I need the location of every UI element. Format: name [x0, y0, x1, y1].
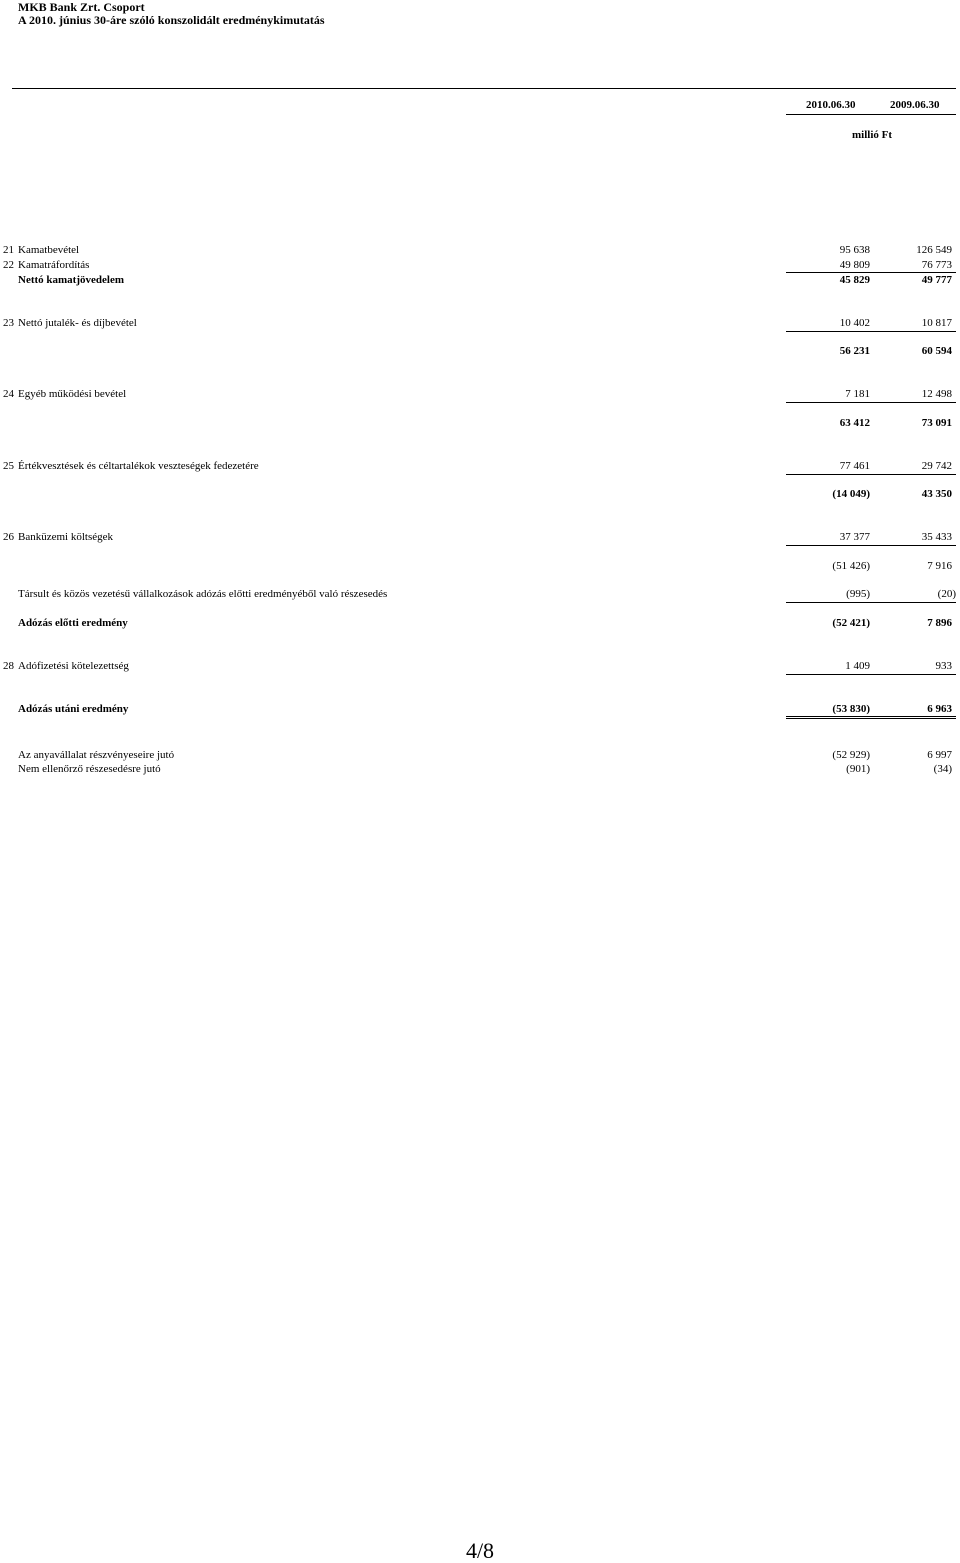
value-2009: 35 433: [921, 531, 952, 543]
column-header-2010: 2010.06.30: [806, 99, 856, 111]
subtotal-rule: [786, 272, 956, 273]
subtotal-2009: 60 594: [921, 345, 952, 357]
company-name: MKB Bank Zrt. Csoport: [18, 0, 145, 14]
subtotal-2010: (51 426): [832, 560, 870, 572]
subtotal-rule: [786, 602, 956, 603]
value-2010: 10 402: [839, 317, 870, 329]
row-number: 23: [3, 317, 14, 329]
value-2010: 1 409: [845, 660, 870, 672]
value-2009: 6 997: [927, 749, 952, 761]
value-2009: (20): [937, 588, 956, 600]
row-label-kamatbevetel: Kamatbevétel: [18, 244, 80, 256]
row-label-nem-ellenorzo: Nem ellenőrző részesedésre jutó: [18, 763, 161, 775]
value-2009: 126 549: [916, 244, 952, 256]
value-2010: (52 929): [832, 749, 870, 761]
row-number: 22: [3, 259, 14, 271]
value-2009: 12 498: [921, 388, 952, 400]
header-rule: [12, 88, 956, 89]
value-2010: 45 829: [839, 274, 870, 286]
row-label-anyavallalat: Az anyavállalat részvényeseire jutó: [18, 749, 175, 761]
subtotal-2009: 43 350: [921, 488, 952, 500]
subtotal-2009: 7 916: [927, 560, 952, 572]
value-2010: 77 461: [839, 460, 870, 472]
subtotal-rule: [786, 402, 956, 403]
column-header-rule: [786, 114, 956, 115]
value-2009: 76 773: [921, 259, 952, 271]
value-2010: 49 809: [839, 259, 870, 271]
row-label-tarsult-vallalkozasok: Társult és közös vezetésű vállalkozások adózás előtti eredményéből való részesedés: [18, 588, 388, 600]
row-number: 24: [3, 388, 14, 400]
row-label-jutalek: Nettó jutalék- és díjbevétel: [18, 317, 137, 329]
row-label-netto-kamatjovedelem: Nettó kamatjövedelem: [18, 274, 124, 286]
value-2010: (995): [846, 588, 870, 600]
value-2010: (901): [846, 763, 870, 775]
row-label-adozas-elotti-eredmeny: Adózás előtti eredmény: [18, 617, 128, 629]
row-number: 21: [3, 244, 14, 256]
value-2010: (52 421): [832, 617, 870, 629]
row-number: 26: [3, 531, 14, 543]
value-2009: 7 896: [927, 617, 952, 629]
unit-label: millió Ft: [852, 129, 893, 141]
column-header-2009: 2009.06.30: [890, 99, 940, 111]
subtotal-rule: [786, 545, 956, 546]
subtotal-rule: [786, 474, 956, 475]
value-2009: 10 817: [921, 317, 952, 329]
value-2010: (53 830): [832, 703, 870, 715]
report-title: A 2010. június 30-áre szóló konszolidált eredménykimutatás: [18, 13, 325, 27]
row-number: 25: [3, 460, 14, 472]
value-2009: 6 963: [927, 703, 952, 715]
value-2009: 933: [935, 660, 952, 672]
subtotal-2009: 73 091: [921, 417, 952, 429]
value-2010: 95 638: [839, 244, 870, 256]
value-2009: 29 742: [921, 460, 952, 472]
subtotal-2010: 63 412: [839, 417, 870, 429]
subtotal-2010: (14 049): [832, 488, 870, 500]
row-label-ertekvesztesek: Értékvesztések és céltartalékok veszteségek fedezetére: [18, 460, 259, 472]
row-label-egyeb-bevetel: Egyéb működési bevétel: [18, 388, 127, 400]
row-label-adofizetesi-kotelezettseg: Adófizetési kötelezettség: [18, 660, 129, 672]
row-number: 28: [3, 660, 14, 672]
page-number: 4/8: [465, 1538, 495, 1563]
value-2009: 49 777: [921, 274, 952, 286]
row-label-kamatraforditas: Kamatráfordítás: [18, 259, 90, 271]
subtotal-2010: 56 231: [839, 345, 870, 357]
value-2010: 7 181: [845, 388, 870, 400]
total-double-rule-bottom: [786, 718, 956, 719]
row-label-bankuzemi-koltsegek: Banküzemi költségek: [18, 531, 114, 543]
subtotal-rule: [786, 674, 956, 675]
total-double-rule-top: [786, 716, 956, 717]
value-2010: 37 377: [839, 531, 870, 543]
value-2009: (34): [933, 763, 952, 775]
row-label-adozas-utani-eredmeny: Adózás utáni eredmény: [18, 703, 129, 715]
subtotal-rule: [786, 331, 956, 332]
